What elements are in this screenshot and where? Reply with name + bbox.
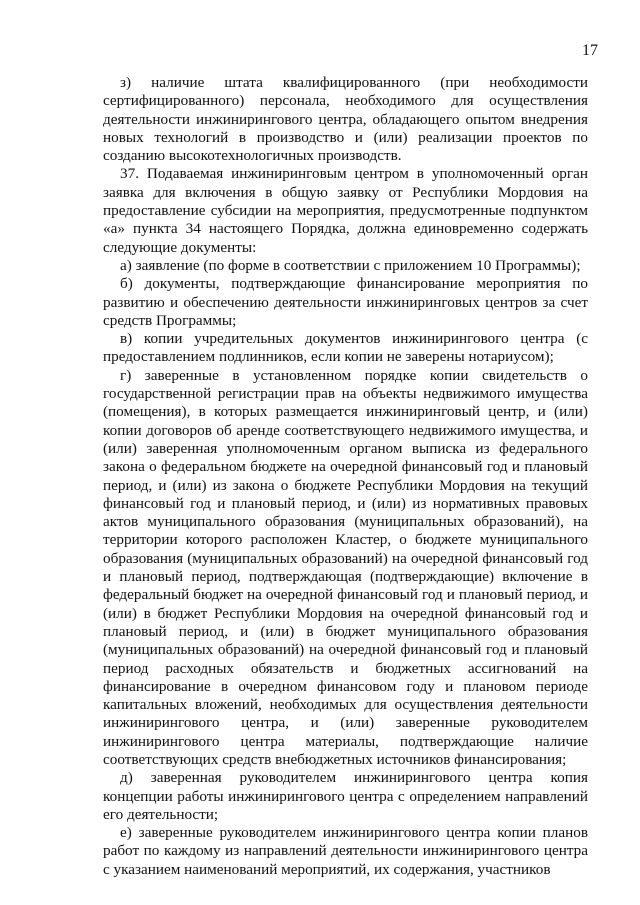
page-number: 17	[582, 42, 598, 59]
paragraph-item-d: д) заверенная руководителем инжинирингового центра копия концепции работы инжинирингового центра с определением направлений его деятельности;	[103, 769, 588, 823]
paragraph-item-a: а) заявление (по форме в соответствии с приложением 10 Программы);	[120, 256, 581, 274]
paragraph-item-g: г) заверенные в установленном порядке копии свидетельств о государственной регистрации прав на объекты недвижимого имущества (помещения), в которых размещается инжиниринговый центр, и (или) копии договоров об аренде соответствующего недвижимого имущества, и (или) заверенная уполномоченным органом выписка из федерального закона о федеральном бюджете на очередной финансовый год и плановый период, и (или) из закона о бюджете Республики Мордовия на текущий финансовый год и плановый период, и (или) из нормативных правовых актов муниципального образования (муниципальных образований), на территории которого расположен Кластер, о бюджете муниципального образования (муниципальных образований) на очередной финансовый год и плановый период, подтверждающая (подтверждающие) включение в федеральный бюджет на очередной финансовый год и плановый период, и (или) в бюджет Республики Мордовия на очередной финансовый год и плановый период, и (или) в бюджет муниципального образования (муниципальных образований) на очередной финансовый год и плановый период расходных обязательств и бюджетных ассигнований на финансирование в очередном финансовом году и плановом периоде капитальных вложений, необходимых для осуществления деятельности инжинирингового центра, и (или) заверенные руководителем инжинирингового центра материалы, подтверждающие наличие соответствующих средств внебюджетных источников финансирования;	[103, 366, 588, 768]
paragraph-item-v: в) копии учредительных документов инжинирингового центра (с предоставлением подлинников, если копии не заверены нотариусом);	[103, 330, 588, 366]
paragraph-item-e: е) заверенные руководителем инжинирингового центра копии планов работ по каждому из направлений деятельности инжинирингового центра с указанием наименований мероприятий, их содержания, участников	[103, 824, 588, 878]
paragraph-item-b: б) документы, подтверждающие финансирование мероприятия по развитию и обеспечению деятельности инжиниринговых центров за счет средств Программы;	[103, 275, 588, 329]
paragraph-item-z: з) наличие штата квалифицированного (при необходимости сертифицированного) персонала, необходимого для осуществления деятельности инжинирингового центра, обладающего опытом внедрения новых технологий в производство и (или) реализации проектов по созданию высокотехнологичных производств.	[103, 74, 588, 165]
paragraph-37: 37. Подаваемая инжиниринговым центром в уполномоченный орган заявка для включения в общую заявку от Республики Мордовия на предоставление субсидии на мероприятия, предусмотренные подпунктом «а» пункта 34 настоящего Порядка, должна единовременно содержать следующие документы:	[103, 165, 588, 256]
document-body	[103, 74, 588, 879]
